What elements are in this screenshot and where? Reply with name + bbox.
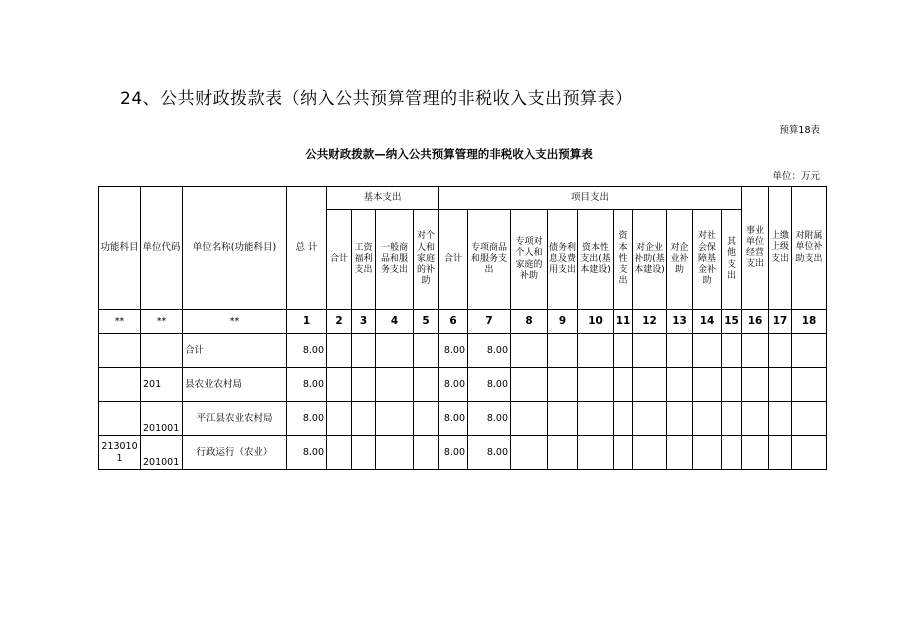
header-project-expenditure: 项目支出 xyxy=(439,187,742,210)
header-upper: 上缴上级支出 xyxy=(769,187,792,310)
header-other: 其他支出 xyxy=(722,210,742,310)
index-cell: 15 xyxy=(722,310,742,334)
func-code-cell: 2130101 xyxy=(99,436,141,470)
proj-total-cell: 8.00 xyxy=(439,402,468,436)
index-cell: 16 xyxy=(742,310,769,334)
proj-goods-cell: 8.00 xyxy=(468,368,511,402)
header-social: 对社会保障基金补助 xyxy=(693,210,722,310)
table-title: 公共财政拨款—纳入公共预算管理的非税收入支出预算表 xyxy=(305,147,593,161)
proj-goods-cell: 8.00 xyxy=(468,334,511,368)
func-code-cell xyxy=(99,334,141,368)
index-cell: 1 xyxy=(287,310,327,334)
proj-total-cell: 8.00 xyxy=(439,368,468,402)
header-func-code: 功能科目 xyxy=(99,187,141,310)
total-cell: 8.00 xyxy=(287,334,327,368)
index-cell: 2 xyxy=(327,310,352,334)
func-code-cell xyxy=(99,402,141,436)
unit-code-cell: 201001 xyxy=(141,436,183,470)
index-cell: ** xyxy=(183,310,287,334)
total-cell: 8.00 xyxy=(287,436,327,470)
unit-code-cell xyxy=(141,334,183,368)
header-enterprise-build: 对企业补助(基本建设) xyxy=(633,210,667,310)
index-row xyxy=(99,310,827,334)
table-row xyxy=(99,436,827,470)
total-cell: 8.00 xyxy=(287,402,327,436)
index-cell: 18 xyxy=(792,310,827,334)
table-row xyxy=(99,334,827,368)
proj-goods-cell: 8.00 xyxy=(468,402,511,436)
index-cell: 3 xyxy=(352,310,376,334)
header-basic-total: 合计 xyxy=(327,210,352,310)
unit-name-cell: 县农业农村局 xyxy=(183,368,287,402)
unit-name-cell: 平江县农业农村局 xyxy=(183,402,287,436)
header-business: 事业单位经营支出 xyxy=(742,187,769,310)
unit-name-cell: 合计 xyxy=(183,334,287,368)
func-code-cell xyxy=(99,368,141,402)
unit-code-cell: 201 xyxy=(141,368,183,402)
unit-name-cell: 行政运行（农业） xyxy=(183,436,287,470)
header-goods: 一般商品和服务支出 xyxy=(376,210,414,310)
unit-code-cell: 201001 xyxy=(141,402,183,436)
header-enterprise: 对企业补助 xyxy=(667,210,693,310)
index-cell: 13 xyxy=(667,310,693,334)
index-cell: ** xyxy=(141,310,183,334)
table-row xyxy=(99,368,827,402)
index-cell: 4 xyxy=(376,310,414,334)
budget-table xyxy=(98,186,827,470)
header-capital: 资本性支出 xyxy=(614,210,633,310)
index-cell: 12 xyxy=(633,310,667,334)
header-row-1 xyxy=(99,187,827,210)
header-debt: 债务利息及费用支出 xyxy=(548,210,578,310)
index-cell: 6 xyxy=(439,310,468,334)
proj-total-cell: 8.00 xyxy=(439,334,468,368)
form-number: 预算18表 xyxy=(779,125,820,136)
header-proj-goods: 专项商品和服务支出 xyxy=(468,210,511,310)
header-proj-personal: 专项对个人和家庭的补助 xyxy=(511,210,548,310)
header-wages: 工资福利支出 xyxy=(352,210,376,310)
index-cell: 14 xyxy=(693,310,722,334)
index-cell: 7 xyxy=(468,310,511,334)
total-cell: 8.00 xyxy=(287,368,327,402)
unit-label: 单位：万元 xyxy=(772,171,820,182)
proj-total-cell: 8.00 xyxy=(439,436,468,470)
index-cell: 5 xyxy=(414,310,439,334)
proj-goods-cell: 8.00 xyxy=(468,436,511,470)
document-heading: 24、公共财政拨款表（纳入公共预算管理的非税收入支出预算表） xyxy=(120,89,633,109)
index-cell: 9 xyxy=(548,310,578,334)
header-total: 总 计 xyxy=(287,187,327,310)
header-capital-build: 资本性支出(基本建设) xyxy=(578,210,614,310)
table-row xyxy=(99,402,827,436)
header-basic-expenditure: 基本支出 xyxy=(327,187,439,210)
header-proj-total: 合计 xyxy=(439,210,468,310)
header-affiliated: 对附属单位补助支出 xyxy=(792,187,827,310)
index-cell: 8 xyxy=(511,310,548,334)
index-cell: 10 xyxy=(578,310,614,334)
header-unit-name: 单位名称(功能科目) xyxy=(183,187,287,310)
index-cell: 17 xyxy=(769,310,792,334)
index-cell: ** xyxy=(99,310,141,334)
header-personal: 对个人和家庭的补助 xyxy=(414,210,439,310)
header-unit-code: 单位代码 xyxy=(141,187,183,310)
index-cell: 11 xyxy=(614,310,633,334)
